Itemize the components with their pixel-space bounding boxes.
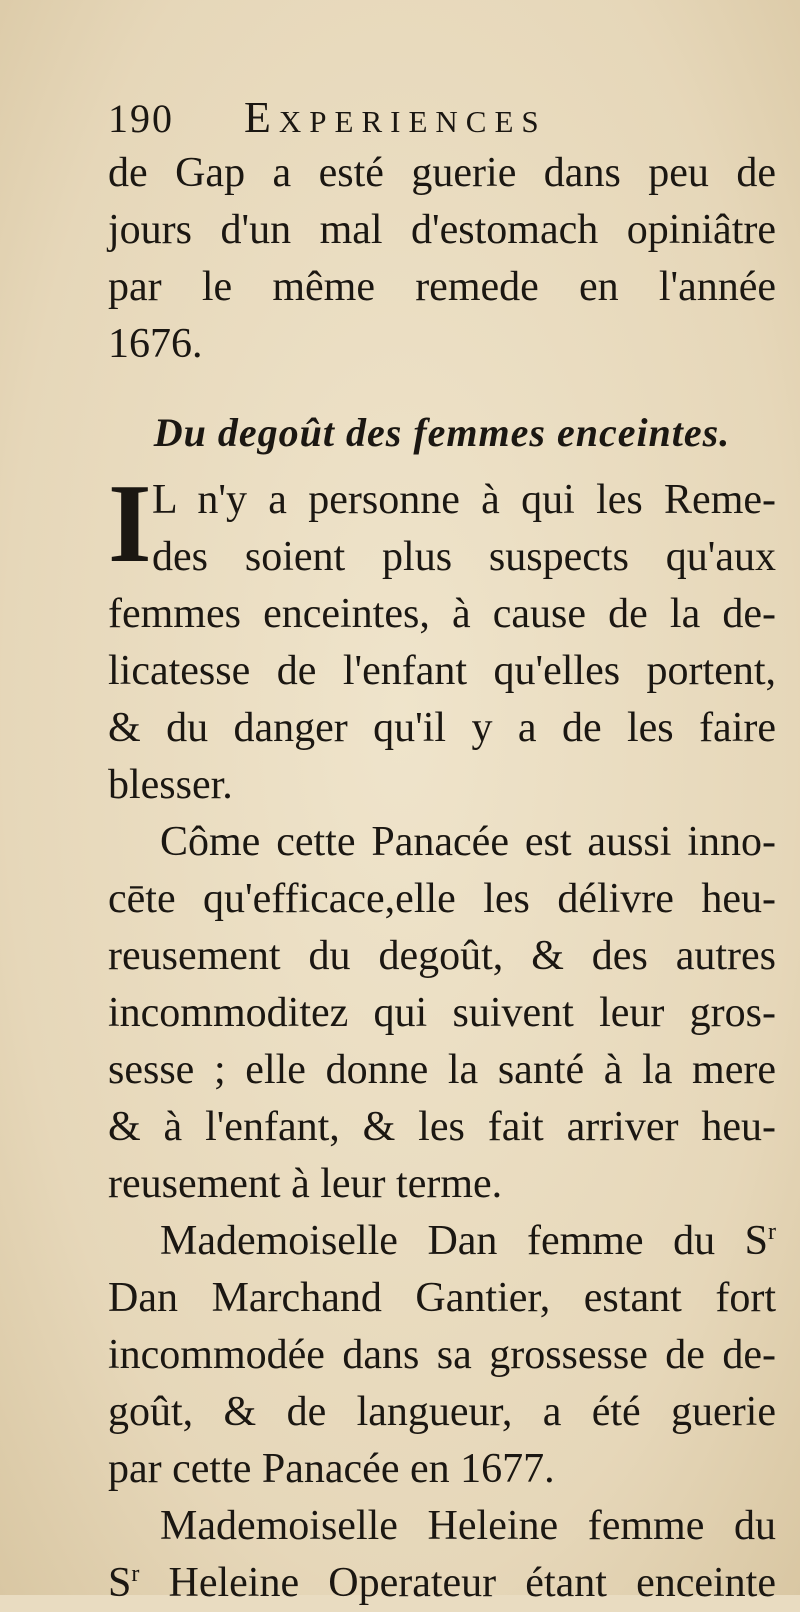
superscript: r <box>768 1219 776 1245</box>
paragraph <box>108 1213 776 1498</box>
text-span: S <box>108 1560 132 1606</box>
text-line: incommodée dans sa grossesse de de- <box>108 1332 776 1378</box>
text-line: blesser. <box>108 762 233 808</box>
text-line: par le même remede en l'année <box>108 264 776 310</box>
text-line: licatesse de l'enfant qu'elles portent, <box>108 648 776 694</box>
text-span: Mademoiselle Dan femme du S <box>160 1218 768 1264</box>
text-line: incommoditez qui suivent leur gros- <box>108 990 776 1036</box>
continued-paragraph <box>108 145 776 373</box>
text-span: Heleine Operateur étant enceinte <box>139 1560 776 1606</box>
text-line: de Gap a esté guerie dans peu de <box>108 150 776 196</box>
text-line: 1676. <box>108 321 203 367</box>
section-heading: Du degoût des femmes enceintes. <box>153 410 731 455</box>
text-line: des soient plus suspects qu'aux <box>152 534 776 580</box>
text-line <box>108 1555 776 1612</box>
text-line: & du danger qu'il y a de les faire <box>108 705 776 751</box>
text-line: Côme cette Panacée est aussi inno- <box>160 819 776 865</box>
paragraph <box>108 814 776 1213</box>
text-line <box>108 1213 776 1270</box>
text-line: & à l'enfant, & les fait arriver heu- <box>108 1104 776 1150</box>
text-line: reusement à leur terme. <box>108 1161 503 1207</box>
page-text <box>108 92 776 1612</box>
text-line: femmes enceintes, à cause de la de- <box>108 591 776 637</box>
running-title: Experiences <box>244 93 547 142</box>
page-number: 190 <box>108 96 174 141</box>
text-line: par cette Panacée en 1677. <box>108 1446 555 1492</box>
text-line: jours d'un mal d'estomach opiniâtre <box>108 207 776 253</box>
text-line: L n'y a personne à qui les Reme- <box>152 477 776 523</box>
drop-cap: I <box>108 462 152 586</box>
text-line: sesse ; elle donne la santé à la mere <box>108 1047 776 1093</box>
text-line: Dan Marchand Gantier, estant fort <box>108 1275 776 1321</box>
text-line: Mademoiselle Heleine femme du <box>160 1503 776 1549</box>
paragraph <box>108 462 776 814</box>
page-header <box>108 92 776 143</box>
text-line: cēte qu'efficace,elle les délivre heu- <box>108 876 776 922</box>
superscript: r <box>131 1561 140 1587</box>
text-line: goût, & de langueur, a été guerie <box>108 1389 776 1435</box>
text-line: reusement du degoût, & des autres <box>108 933 776 979</box>
